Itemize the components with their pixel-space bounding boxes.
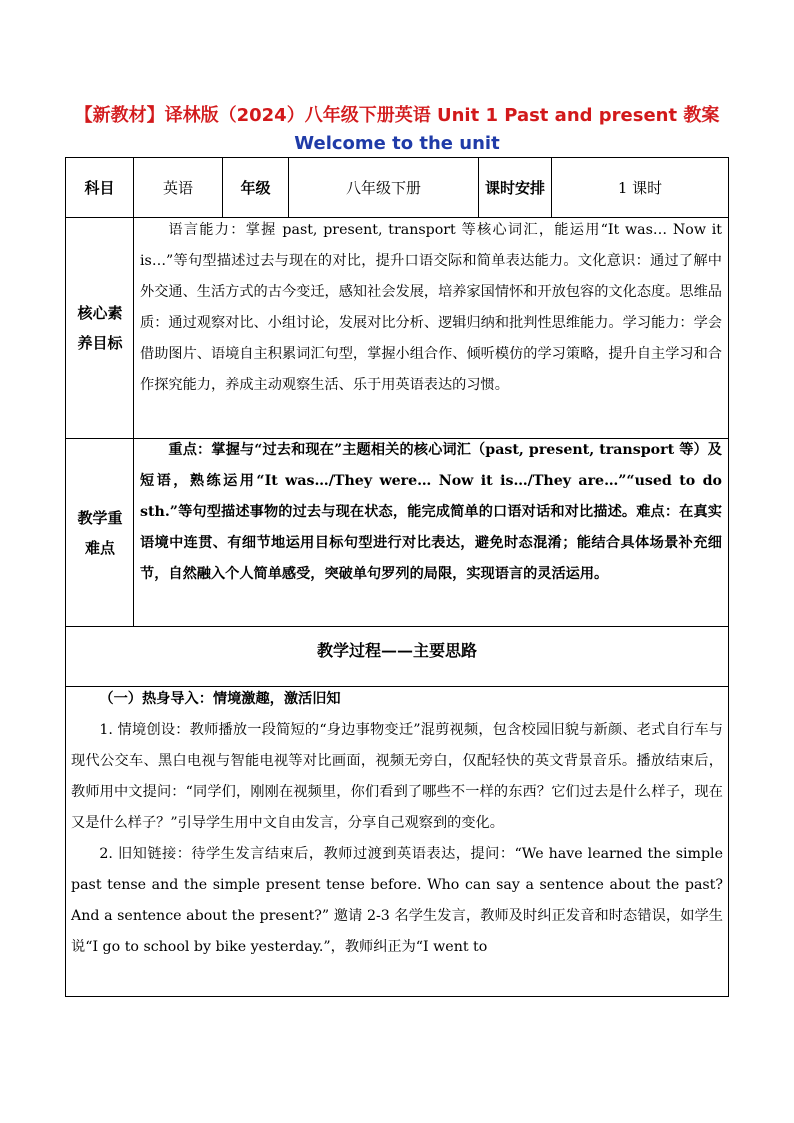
process-body	[71, 684, 723, 963]
document-title: 【新教材】译林版（2024）八年级下册英语 Unit 1 Past and present 教案	[74, 105, 720, 126]
column-divider	[133, 158, 134, 626]
core-literacy-label: 核心素养目标	[77, 304, 123, 352]
subject-label: 科目	[84, 179, 115, 197]
core-literacy-text: 语言能力：掌握 past, present, transport 等核心词汇，能运用“It was… Now it is…”等句型描述过去与现在的对比，提升口语交际和简单表达能力。文化意识：通过了解中外交通、生活方式的古今变迁，感知社会发展，培养家国情怀和开放包容的文化态度。思维品质：通过观察对比、小组讨论，发展对比分析、逻辑归纳和批判性思维能力。学习能力：学会借助图片、语境自主积累词汇句型，掌握小组合作、倾听模仿的学习策略，提升自主学习和合作探究能力，养成主动观察生活、乐于用英语表达的习惯。	[140, 222, 722, 393]
grade-label: 年级	[240, 179, 271, 197]
hours-label: 课时安排	[484, 179, 545, 197]
process-paragraph: 2. 旧知链接：待学生发言结束后，教师过渡到英语表达，提问：“We have learned the simple past tense and the simple present tense before. Who can say a sentence about the past? And a sentence about the present?” 邀请 2-3 名学生发言，教师及时纠正发音和时态错误，如学生说“I go to school by bike yesterday.”，教师纠正为“I went to	[71, 846, 723, 955]
grade-value: 八年级下册	[345, 179, 421, 197]
key-points-text: 重点：掌握与“过去和现在”主题相关的核心词汇（past, present, transport 等）及短语，熟练运用“It was…/They were… Now it is…/They are…”“used to do sth.”等句型描述事物的过去与现在状态，能完成简单的口语对话和对比描述。难点：在真实语境中连贯、有细节地运用目标句型进行对比表达，避免时态混淆；能结合具体场景补充细节，自然融入个人简单感受，突破单句罗列的局限，实现语言的灵活运用。	[140, 442, 722, 582]
hours-value: 1 课时	[617, 179, 663, 197]
document-subtitle: Welcome to the unit	[294, 133, 500, 154]
row-divider	[66, 626, 728, 627]
section-title: （一）热身导入：情境激趣，激活旧知	[99, 691, 341, 707]
process-paragraph: 1. 情境创设：教师播放一段简短的“身边事物变迁”混剪视频，包含校园旧貌与新颜、老式自行车与现代公交车、黑白电视与智能电视等对比画面，视频无旁白，仅配轻快的英文背景音乐。播放结束后，教师用中文提问：“同学们，刚刚在视频里，你们看到了哪些不一样的东西？它们过去是什么样子，现在又是什么样子？”引导学生用中文自由发言，分享自己观察到的变化。	[71, 722, 723, 831]
lesson-plan-table	[65, 157, 729, 997]
process-heading: 教学过程——主要思路	[316, 641, 477, 660]
key-points-label: 教学重难点	[77, 508, 123, 557]
subject-value: 英语	[162, 179, 193, 197]
